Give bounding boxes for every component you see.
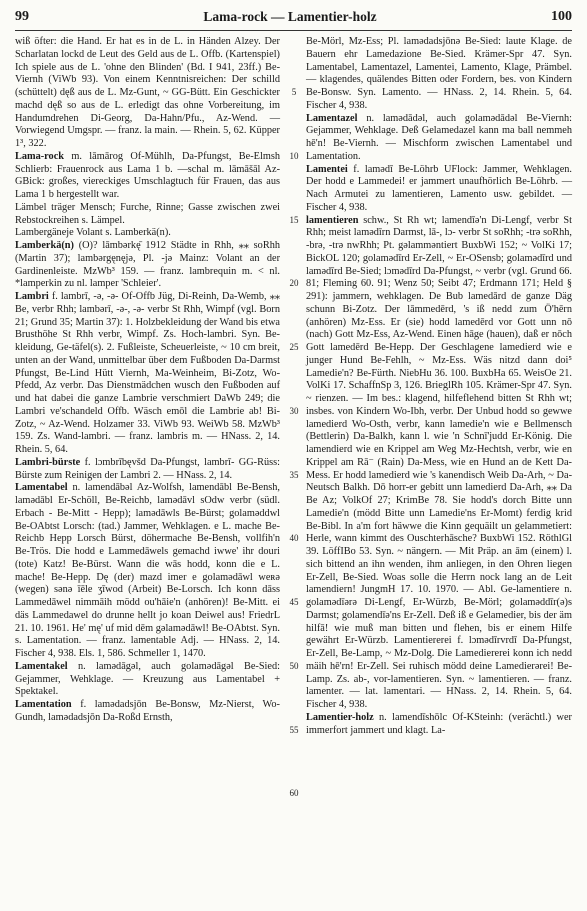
dictionary-entry [15, 240, 280, 291]
entry-text: f. lɔmbrībęvšd Da-Pfungst, lambrī- GG-Rüss: Bürste zum Reinigen der Lambri 2. — HNass. 2, 14. [15, 456, 280, 481]
entry-text: n. lamendābəl Az-Wolfsh, lamendābl Be-Bensh, lamədābl Er-Schöll, Be-Reichb, lamədāvl sOdw verbr (südl. Erbach - Be-Mitt - Hepp); lamədāwls Be-Bürst; golaməddwl Be-OAbtst Lorsch: (tad.) Jammer, Wehklagen. e L. mache Be-Reichb Hepp Lorsch Bürst, döhermache Be-Bensh, vollfih'n Be-Trös. Die hodd e Lammedāwels gemachd iwwe' ihr douri (tote) Katz! Be-Bürst. Wann die wās hodd, konn die e L. mache! Be-Hepp. Dę (der) mazd imer e golamədāwl weʀə (wegen) sənə īēle ʒīwod (Arbeit) Be-Lorsch. Ich konn dāss Lammedāwel nimmāih mödd ou'hāie'n (anhören)! Be-Mitt. ei däs Lammedawel do drunne hellt jo koan Deiwel aus! FriedrL 21. 10. 1961. He' mę' uf mid dēm gəlamədāwl! Be-OAbtst. Syn. s. Lamentation. — franz. lamentable Adj. — HNass. 2, 14. Fischer 4, 938. Els. 1, 586. Schmeller 1, 1470. [15, 482, 280, 659]
entry-text: Be-Mörl, Mz-Ess; Pl. lamədadsjōnə Be-Sied: laute Klage. de Bauern ehr Lamedazione Be-Sied. Krämer-Spr 47. Syn. Lamentabel, Lamentazel, Lamentei, Lamento, Klage, Prämbel. — klagendes, quälendes Bitten oder Fordern, bes. von Kindern Be-Bonsw. Syn. Lamento. — HNass. 2, 14. Rhein. 5, 64. Fischer 4, 938. [306, 36, 572, 111]
line-number: 60 [289, 788, 299, 799]
entry-lemma: Lambri [15, 291, 49, 302]
dictionary-entry [15, 291, 280, 457]
page-number-right: 100 [550, 9, 572, 24]
entry-text: m. lāmārog Of-Mühlh, Da-Pfungst, Be-Elmsh Schlierb: Frauenrock aus Lama 1 b. —schal m. lāmāšāl Az-GBick: großes, viereckiges Umschlagtuch für Frauen, das aus Lama 1 b hergestellt war. [15, 150, 280, 200]
line-number: 35 [289, 469, 299, 480]
entry-text: schw., St Rh wt; lamendīə'n Di-Lengf, verbr St Rhh; meist lamədīrn Darmst, lā-, lɔ- verbr St soRhh; -trə soRhh, -brə, -trə nwRhh; Pt. gəlamməntiert BuxbWi 152; ~ VolKi 17; BickOL 120; golamədīrd Er-Zell, ~ Er-OSensb; golamədīrd und lamədīrd Be-Sied; lɔmədīrd Da-Pfungst, ~ verbr (vgl. Grund 66. 81; Fleming 60. 91; Wenz 50; Seibt 47; Erdmann 171; Held § 291): jammern, wehklagen. De Bub lamedārd de ganze Däg schunn Bi-Zotz. Der lāmmedērd, 's iß nedd zum Ö'hērn (anhören) Mz-Ess. Er (sie) hodd lamedērd vor Gott unn nō (nach) Gott Mz-Ess, Az-Wend. Einen hāge (hauen), daß er nōch Gott lamedērd Be-Hepp. Der Geschlagene lamedierd wie e junger Hund Be-Fehlh, ~ Mz-Ess. Wäs nitzd dann doi⁵ Lamedie'n? Be-Fürth. NiebHu 36. 100. BuxbHa 65. WeisOe 21. VolKi 17. SchaffnSp 3, 126. BrieglRh 105. Krämer-Spr 47. Syn. ~ rienzen. — Im bes.: klagend, hilfeflehend bitten St Rhh wt; insbes. von Kindern Wo-Ibh, verbr. Der Unbud hodd so gewwe lamedierd Wo-Osth, verbr, kann lamedie'n wie e Bellmensch (Bettlerin) Da-Balkh, kann l. wie 'n Schnī'judd Er-König. Die lamendierd wie en Krippel am Weg Mz-Hechtsh, verbr, wie en Krippel am Rā⁻ (Rain) Da-Mess, wie en Hund an de Kett Da-Mess. Er hodd lamedierd wie 's kanendisch Weib Da-Arh, ~ Da-Neutsch Balkh. Dō horr-er gebitt unn lamedierd Da-Arh, ⁎⁎ Da Be Az; VolkOf 27; KrimBe 78. Sie hodd's dorch Bitte unn Lamedie'n (mödd Bitte unn Lamedie'ns Er-Momt) ferdig krid Be-Bibl. In a'm fort häwwe die Kinn gequäilt un gelammetiert: Herle, wann kimmt des Ouschterhāsche? BuxbWi 152. RöthlGl 39. LöffIBo 53. Syn. ~ nängern. — Mit Präp. an ām (einem) l. sich bittend an ihn wenden, ihm anliegen, in den Ohren liegen Er-Zell, Be-Sied. Woas solle die Herrn nock lang an de Leit lamendiern! JungmH 17. 10. 1970. — Abl. Ge-lamentiere n. golamədīərə Di-Lengf, Er-Würzb, Be-Mörl; golaməddīr(ə)s Darmst; golamendīə'ns Er-Zell. Deß iß e Gelamedier, bis der äm hilfā! wie muß man bitten und flehen, bis er einem Hilfe gewährt Er-Würzb. Lamentiererei f. lɔmədīrvrdī Da-Pfungst, Er-Zell, Be-Lamp, ~ Mz-Dolg. Die Lamediererei konn ich nedd mäih hē'rn! Er-Zell. Sei ruhisch mödd deine Lamedierərei! Be-Lamp. Zs. ab-, vor-lamentieren. Syn. ~ lamentieren. — franz. lamenter. — lat. lamentari. — HNass. 2, 14. Rhein. 5, 64. Fischer 4, 938. [306, 214, 572, 710]
page-number-left: 99 [15, 9, 29, 24]
entry-lemma: Lamentation [15, 699, 72, 710]
entry-text: n. lamendīshōlc Of-KSteinh: (verächtl.) wer immerfort jammert und klagt. La- [306, 711, 572, 736]
line-number: 55 [289, 724, 299, 735]
dictionary-entry [15, 482, 280, 661]
entry-lemma: Lamentazel [306, 112, 358, 124]
line-number: 50 [289, 660, 299, 671]
left-column [15, 36, 280, 725]
dictionary-entry [306, 164, 572, 215]
dictionary-entry [15, 457, 280, 483]
running-title: Lama-rock — Lamentier-holz [203, 9, 377, 24]
dictionary-entry [306, 113, 572, 164]
entry-lemma: Lambri-bürste [15, 456, 81, 468]
dictionary-entry [15, 699, 280, 725]
entry-text: f. lamədadsjōn Be-Bonsw, Mz-Nierst, Wo-Gundh, lamədadsjōn Da-Roßd Ernsth, [15, 699, 280, 723]
header-rule [15, 30, 572, 31]
entry-lemma: Lamentakel [15, 660, 68, 672]
line-number: 10 [289, 150, 299, 161]
entry-lemma: Lama-rock [15, 150, 65, 162]
dictionary-entry [306, 712, 572, 738]
entry-continuation [306, 36, 572, 113]
entry-lemma: Lamberkä(n) [15, 240, 74, 251]
right-column [306, 36, 572, 737]
dictionary-entry [306, 215, 572, 712]
entry-text: f. lamədī Be-Löhrb UFlock: Jammer, Wehklagen. Der hodd e Lammedei! er jammert unaufhörlich Be-Löhrb. — Nach Armutei zu lamentieren, Lamento usw. gebildet. — Fischer 4, 938. [306, 163, 572, 213]
entry-continuation [15, 227, 280, 240]
entry-text: f. lambrī, -ə, -ə- Of-Offb Jüg, Di-Reinh, Da-Wemb, ⁎⁎ Be, verbr Rhh; lambərī, -ə-, -ə- verbr St Rhh, Wimpf (vgl. Born 21; Grund 35; Martin 37): 1. Holzbekleidung der Wand bis etwa Brusthöhe St Rhh verbr, Wimpf. Zs. Hoch-lambri. Syn. Be-kleidung, Ge-täfel(s). 2. Fußleiste, Scheuerleiste, ~ 10 cm breit, unten an der Wand, unmittelbar über dem Fußboden Da-Darmst Pfungst, Be-Lind Hütt Viernh, Ma-Weinheim, Bi-Zotz, Wo-Pfedd, Az verbr. Das Dienstmädchen wusch den Fußboden auf und hat dabei die ganze Lambrie verschmiert DaWb 249; die Lambri ve'schandeld Offb. Wäsch emōl die Lambrie ab! Bi-Zotz, ~ Az-Wend. Holzamer 33. ViWb 93. WeiWb 58. MzWb³ 159. Zs. Wand-lambri. — franz. lambris m. — HNass. 2, 14. Rhein. 5, 64. [15, 291, 280, 455]
entry-text: n. lamədādəl, auch golamədādəl Be-Viernh: Gejammer, Wehklage. Deß Gelamedazel kann ma ball nemmeh hē'n! Be-Viernh. — Mischform zwischen Lamentabel und Lamentation. [306, 112, 572, 162]
dictionary-entry [15, 151, 280, 202]
entry-lemma: Lamentabel [15, 482, 68, 494]
entry-text: Lämbel träger Mensch; Furche, Rinne; Gasse zwischen zwei Rebstockreihen s. Lämpel. [15, 201, 280, 226]
entry-text: n. lamədāgəl, auch golamədāgəl Be-Sied: Gejammer, Wehklage. — Kreuzung aus Lamentabel + Spektakel. [15, 660, 280, 698]
dictionary-entry [15, 661, 280, 699]
line-number: 30 [289, 405, 299, 416]
line-number: 25 [289, 342, 299, 352]
entry-lemma: Lamentier-holz [306, 711, 374, 723]
page-header [15, 6, 572, 28]
line-number: 45 [289, 597, 299, 607]
entry-text: (O)? lāmbərkę̄ 1912 Städte in Rhh, ⁎⁎ soRhh (Martin 37); lambərgęnęjə, Pl. -jə Mainz: Volant an der Gardinenleiste. MzWb³ 159. — franz. lambrequin m. < nl. *lamperkin zu nl. lamper 'Schleier'. [15, 240, 280, 290]
line-number: 40 [289, 533, 299, 544]
entry-text: wiß öfter: die Hand. Er hat es in de L. in Händen Alzey. Der Scharlatan lockd de Leut des Geld aus de L. Offb. (Kartenspiel) Ich spiele aus de L. 'ohne den Blinden' (Bd. I 941, 23ff.) Be-Viernh (ViWb 93). Von einem Kenntnisreichen: Der schilld (schüttelt) dęß aus de L. Mz-Gunt, ~ GG-Bütt. Ein Geschickter machd dęß so aus de L. erledigt das ohne Vorbereitung, im Handumdrehen Di-Georg, Da-Hahn/Pfu., Az-Wend. — Vorwiegend Umgspr. — franz. la main. — Rhein. 5, 62. Küpper 1³, 322. [15, 36, 280, 149]
entry-continuation [15, 202, 280, 228]
entry-lemma: Lamentei [306, 163, 348, 175]
entry-continuation [15, 36, 280, 151]
line-number: 5 [291, 87, 297, 97]
entry-lemma: lamentieren [306, 214, 359, 226]
entry-text: Lambergäneje Volant s. Lamberkä(n). [15, 227, 171, 239]
line-number: 15 [289, 214, 299, 225]
line-number: 20 [289, 278, 299, 289]
